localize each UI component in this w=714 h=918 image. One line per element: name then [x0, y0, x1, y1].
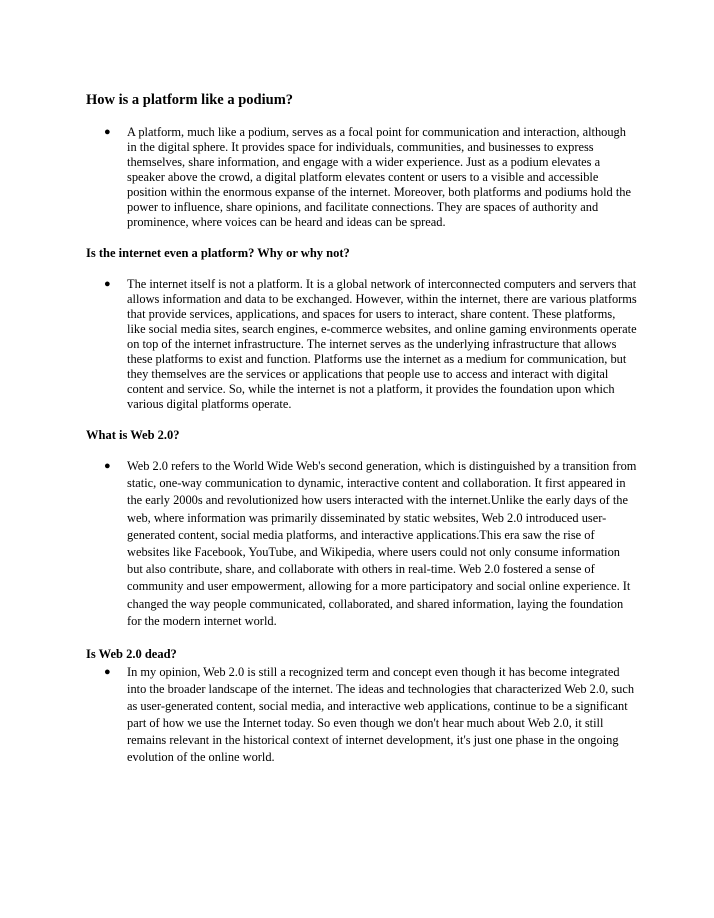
list-bullet: ●: [104, 666, 111, 678]
section-heading-web2-dead: Is Web 2.0 dead?: [86, 647, 177, 661]
list-item-text-web2: Web 2.0 refers to the World Wide Web's second generation, which is distinguished by a transition from static, one-way communication to dynamic, interactive content and collaboration. It first appeared in the early 2000s and revolutionized how users interacted with the internet.Unlike the early days of the web, where information was primarily disseminated by static websites, Web 2.0 introduced user-generated content, social media platforms, and interactive applications.This era saw the rise of websites like Facebook, YouTube, and Wikipedia, where users could not only consume information but also contribute, share, and collaborate with others in real-time. Web 2.0 fostered a sense of community and user empowerment, allowing for a more participatory and social online experience. It changed the way people communicated, collaborated, and shared information, laying the foundation for the modern internet world.: [127, 459, 637, 628]
list-bullet: ●: [104, 460, 111, 472]
list-bullet: ●: [104, 278, 111, 290]
list-item-text-web2-dead: In my opinion, Web 2.0 is still a recognized term and concept even though it has become integrated into the broader landscape of the internet. The ideas and technologies that characterized Web 2.0, such as user-generated content, social media, and interactive web applications, continue to be a significant part of how we use the Internet today. So even though we don't hear much about Web 2.0, it still remains relevant in the historical context of internet development, it's just one phase in the ongoing evolution of the online world.: [127, 665, 635, 765]
section-heading-podium: How is a platform like a podium?: [86, 92, 294, 108]
list-item-text-internet-platform: The internet itself is not a platform. It is a global network of interconnected computers and servers that allows information and data to be exchanged. However, within the internet, there are various platforms that provide services, applications, and spaces for users to interact, share content. These platforms, like social media sites, search engines, e-commerce websites, and online gaming environments operate on top of the internet infrastructure. The internet serves as the underlying infrastructure that allows these platforms to exist and function. Platforms use the internet as a medium for communication, but they themselves are the services or applications that people use to access and interact with digital content and service. So, while the internet is not a platform, it provides the foundation upon which various digital platforms operate.: [127, 277, 637, 411]
list-bullet: ●: [104, 126, 111, 138]
section-heading-web2: What is Web 2.0?: [86, 428, 180, 442]
list-item-text-podium: A platform, much like a podium, serves as a focal point for communication and interaction, although in the digital sphere. It provides space for individuals, communities, and businesses to express themselves, share information, and engage with a wider experience. Just as a podium elevates a speaker above the crowd, a digital platform elevates content or users to a visible and accessible position within the enormous expanse of the internet. Moreover, both platforms and podiums hold the power to influence, share opinions, and facilitate connections. They are spaces of authority and prominence, where voices can be heard and ideas can be spread.: [127, 125, 631, 229]
section-heading-internet-platform: Is the internet even a platform? Why or why not?: [86, 246, 350, 260]
